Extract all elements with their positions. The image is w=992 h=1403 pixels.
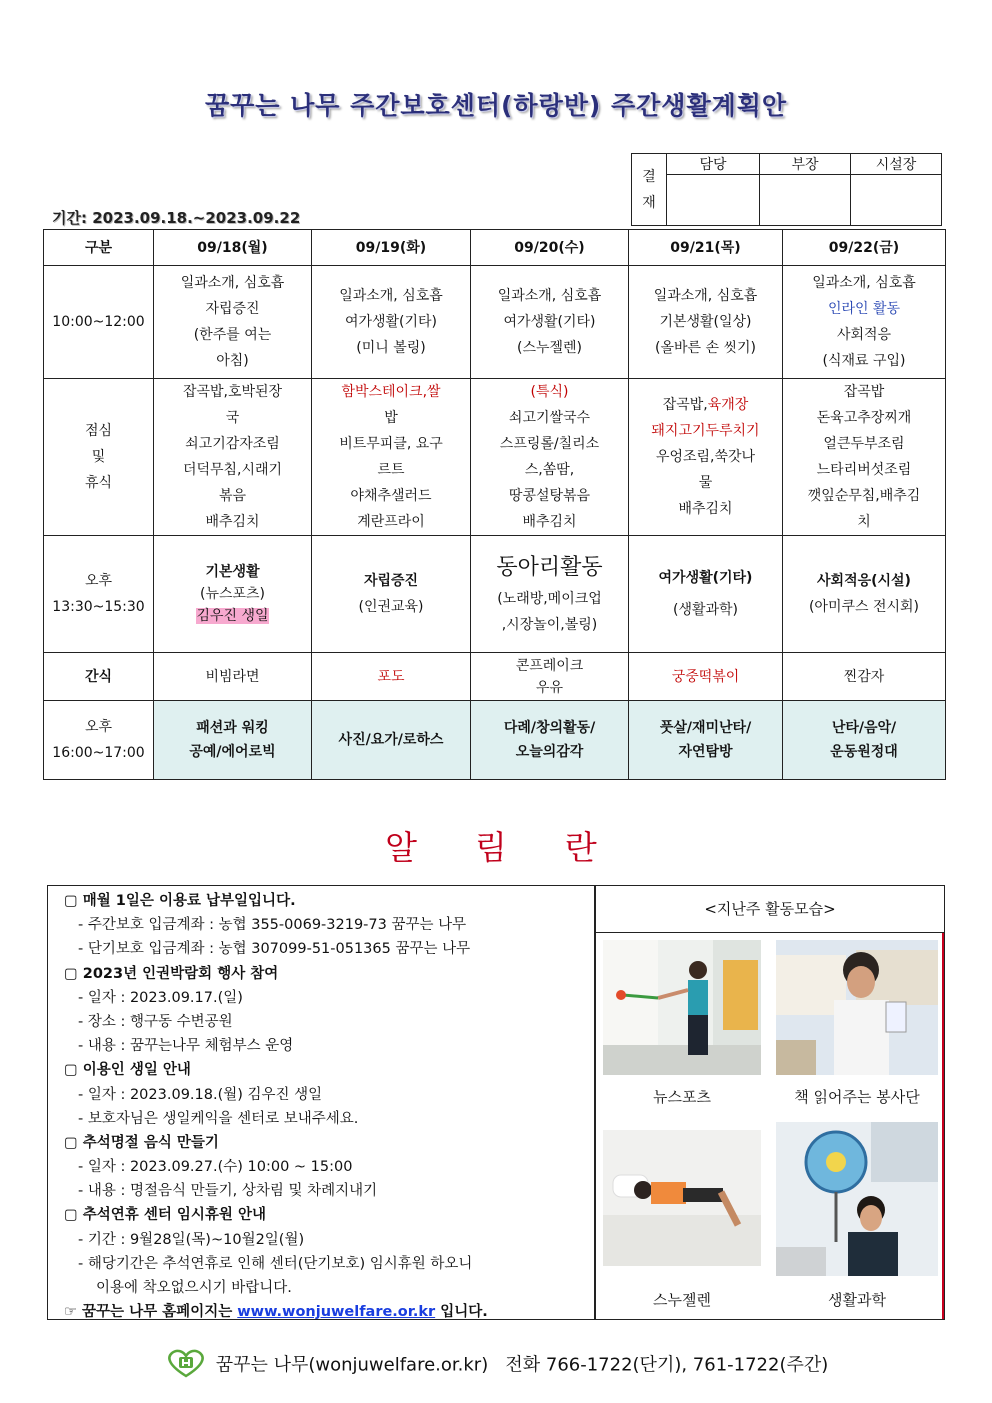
menu-item: 스프링롤/칠리소 xyxy=(499,436,600,452)
program-line: 공예/에어로빅 xyxy=(189,744,276,760)
birthday-highlight: 김우진 생일 xyxy=(196,608,269,624)
header-wed: 09/20(수) xyxy=(471,230,629,266)
program-line: 난타/음악/ xyxy=(831,720,897,736)
menu-item: 배추김치 xyxy=(678,501,733,517)
heart-logo-icon xyxy=(164,1348,208,1383)
photo-reading-volunteer-image xyxy=(776,940,938,1075)
cell-line: 일과소개, 심호흡 xyxy=(497,288,602,304)
cell-mon-afternoon xyxy=(154,536,312,653)
menu-item: 배추김치 xyxy=(522,514,577,530)
cell-line: 여가생활(기타) xyxy=(503,314,596,330)
caption-snoezelen: 스누젤렌 xyxy=(653,1291,711,1309)
cell-wed-morning xyxy=(471,266,629,379)
cell-wed-snack xyxy=(471,653,629,701)
notice-section-title: ▢ 매월 1일은 이용료 납부일입니다. xyxy=(64,893,296,909)
menu-item: 돈육고추장찌개 xyxy=(816,410,912,426)
menu-item: 물 xyxy=(698,475,713,491)
notice-detail: - 일자 : 2023.09.18.(월) 김우진 생일 xyxy=(78,1086,323,1103)
notice-detail: - 해당기간은 추석연휴로 인해 센터(단기보호) 임시휴원 하오니 xyxy=(78,1255,473,1272)
program-line: 다례/창의활동/ xyxy=(503,720,596,736)
approval-label xyxy=(632,154,667,226)
period: 기간: 2023.09.18.~2023.09.22 xyxy=(52,209,301,227)
notice-detail: - 일자 : 2023.09.17.(일) xyxy=(78,989,243,1006)
menu-item: 치 xyxy=(857,514,871,530)
menu-item: 밥 xyxy=(384,410,398,426)
activity-detail: (아미쿠스 전시회) xyxy=(808,599,920,615)
notice-detail: - 단기보호 입금계좌 : 농협 307099-51-051365 꿈꾸는 나무 xyxy=(78,941,471,958)
menu-item-highlight: 육개장 xyxy=(707,397,749,413)
activity-title: 여가생활(기타) xyxy=(658,570,753,586)
header-category: 구분 xyxy=(44,230,154,266)
cell-line-highlight: 인라인 활동 xyxy=(827,301,901,317)
approval-sign-staff xyxy=(667,175,760,226)
snack-item: 우유 xyxy=(535,679,564,696)
cell-thu-late xyxy=(629,701,783,780)
cell-wed-afternoon xyxy=(471,536,629,653)
cell-fri-snack: 찐감자 xyxy=(783,653,946,701)
cell-tue-snack: 포도 xyxy=(312,653,471,701)
row-label-afternoon xyxy=(44,536,154,653)
homepage-link[interactable]: www.wonjuwelfare.or.kr xyxy=(237,1304,436,1321)
cell-line: 일과소개, 심호흡 xyxy=(339,288,443,304)
cell-line: (스누젤렌) xyxy=(516,340,583,356)
snack-row xyxy=(44,653,946,701)
photos-grid xyxy=(596,933,944,1319)
cell-mon-lunch xyxy=(154,379,312,536)
homepage-prefix: ☞ 꿈꾸는 나무 홈페이지는 xyxy=(64,1304,233,1321)
row-label-line: 오후 xyxy=(84,573,113,589)
notice-heading: 알림란 xyxy=(385,828,655,867)
cell-line: (올바른 손 씻기) xyxy=(655,340,756,356)
cell-line: 기본생활(일상) xyxy=(659,314,752,330)
snack-item: 콘프레이크 xyxy=(515,657,584,674)
row-label-morning: 10:00~12:00 xyxy=(44,266,154,379)
menu-item: 느타리버섯조림 xyxy=(816,462,912,478)
notice-box xyxy=(47,885,595,1320)
cell-thu-afternoon xyxy=(629,536,783,653)
row-label-line: 및 xyxy=(91,449,106,465)
cell-line: (미니 볼링) xyxy=(356,340,426,356)
caption-reading-volunteer: 책 읽어주는 봉사단 xyxy=(794,1088,920,1106)
menu-item-highlight: 함박스테이크,쌀 xyxy=(341,384,441,400)
activity-detail: ,시장놀이,볼링) xyxy=(501,617,598,633)
row-label-line: 오후 xyxy=(84,719,113,735)
approval-col-manager: 부장 xyxy=(760,154,851,175)
menu-item: 르트 xyxy=(377,462,405,478)
menu-item: 국 xyxy=(225,410,240,426)
cell-line: (식재료 구입) xyxy=(822,353,906,369)
row-label-line: 13:30~15:30 xyxy=(52,599,145,615)
cell-wed-late xyxy=(471,701,629,780)
activity-detail: (노래방,메이크업 xyxy=(497,591,602,607)
menu-item: 비트무피클, 요구 xyxy=(339,436,443,452)
menu-item: 잡곡밥,호박된장 xyxy=(182,384,283,400)
cell-mon-late xyxy=(154,701,312,780)
menu-item: 더덕무침,시래기 xyxy=(182,462,283,478)
page-title: 꿈꾸는 나무 주간보호센터(하랑반) 주간생활계획안 xyxy=(204,91,788,120)
menu-item: 땅콩설탕볶음 xyxy=(508,488,591,504)
row-label-lunch xyxy=(44,379,154,536)
approval-box xyxy=(631,153,942,226)
row-label-line: 점심 xyxy=(84,423,113,439)
lunch-row xyxy=(44,379,946,536)
footer-contact: 꿈꾸는 나무(wonjuwelfare.or.kr) 전화 766-1722(단기), 761-1722(주간) xyxy=(215,1354,829,1376)
approval-label-top: 결 xyxy=(642,168,656,185)
cell-line: 여가생활(기타) xyxy=(344,314,438,330)
approval-col-director: 시설장 xyxy=(851,154,942,175)
activity-detail: (생활과학) xyxy=(672,602,739,618)
notice-detail: 이용에 착오없으시기 바랍니다. xyxy=(96,1280,292,1296)
cell-mon-snack: 비빔라면 xyxy=(154,653,312,701)
homepage-line xyxy=(64,1300,594,1324)
cell-wed-lunch xyxy=(471,379,629,536)
menu-item-highlight: (특식) xyxy=(530,384,569,400)
photo-life-science-image xyxy=(776,1122,938,1276)
approval-label-bottom: 재 xyxy=(642,194,656,211)
cell-fri-afternoon xyxy=(783,536,946,653)
row-label-late xyxy=(44,701,154,780)
menu-item: 쇠고기감자조림 xyxy=(185,436,280,452)
activity-detail: (뉴스포츠) xyxy=(199,586,266,602)
notice-detail: - 장소 : 행구동 수변공원 xyxy=(78,1013,233,1030)
program-line: 오늘의감각 xyxy=(515,744,584,760)
notice-section-title: ▢ 이용인 생일 안내 xyxy=(64,1062,191,1079)
afternoon-row xyxy=(44,536,946,653)
row-label-line: 16:00~17:00 xyxy=(52,745,145,761)
photo-snoezelen xyxy=(603,1130,761,1266)
notice-detail: - 보호자님은 생일케익을 센터로 보내주세요. xyxy=(78,1110,359,1127)
menu-item: 얼큰두부조림 xyxy=(823,436,905,452)
menu-item: 잡곡밥, xyxy=(662,397,708,413)
menu-item: 우엉조림,쑥갓나 xyxy=(655,449,756,465)
program-line: 풋살/재미난타/ xyxy=(659,720,752,736)
cell-line: 자립증진 xyxy=(205,301,260,317)
cell-line: 아침) xyxy=(216,353,249,369)
notice-detail: - 내용 : 꿈꾸는나무 체험부스 운영 xyxy=(78,1038,294,1055)
menu-item: 계란프라이 xyxy=(357,514,425,530)
cell-line: 일과소개, 심호흡 xyxy=(653,288,758,304)
notice-detail: - 내용 : 명절음식 만들기, 상차림 및 차례지내기 xyxy=(78,1183,378,1200)
row-label-line: 휴식 xyxy=(84,475,113,491)
approval-sign-manager xyxy=(760,175,851,226)
menu-item: 배추김치 xyxy=(205,514,260,530)
late-afternoon-row xyxy=(44,701,946,780)
header-fri: 09/22(금) xyxy=(783,230,946,266)
notice-section-title: ▢ 2023년 인권박람회 행사 참여 xyxy=(64,965,279,982)
schedule-table xyxy=(43,229,946,780)
photo-life-science xyxy=(776,1122,938,1276)
header-mon: 09/18(월) xyxy=(154,230,312,266)
cell-thu-snack: 궁중떡볶이 xyxy=(629,653,783,701)
cell-line: 일과소개, 심호흡 xyxy=(812,275,916,291)
menu-item: 볶음 xyxy=(218,488,247,504)
program-line: 운동원정대 xyxy=(830,744,898,760)
notice-detail: - 기간 : 9월28일(목)~10월2일(월) xyxy=(78,1231,305,1248)
homepage-suffix: 입니다. xyxy=(440,1304,488,1321)
header-thu: 09/21(목) xyxy=(629,230,783,266)
notice-section-title: ▢ 추석명절 음식 만들기 xyxy=(64,1134,219,1151)
activity-detail: (인권교육) xyxy=(358,599,424,615)
approval-col-staff: 담당 xyxy=(667,154,760,175)
activity-title: 기본생활 xyxy=(205,564,260,580)
footer xyxy=(0,1348,992,1383)
approval-sign-director xyxy=(851,175,942,226)
program-line: 사진/요가/로하스 xyxy=(338,732,444,748)
menu-item-highlight: 돼지고기두루치기 xyxy=(651,423,760,439)
photos-title: <지난주 활동모습> xyxy=(596,886,944,933)
activity-title: 자립증진 xyxy=(363,573,419,589)
cell-thu-morning xyxy=(629,266,783,379)
photo-reading-volunteer xyxy=(776,940,938,1075)
cell-thu-lunch xyxy=(629,379,783,536)
cell-fri-morning xyxy=(783,266,946,379)
photo-newsports-image xyxy=(603,940,761,1075)
notice-detail: - 일자 : 2023.09.27.(수) 10:00 ~ 15:00 xyxy=(78,1159,353,1176)
cell-line: 사회적응 xyxy=(836,327,892,343)
menu-item: 야채추샐러드 xyxy=(350,488,432,504)
cell-tue-lunch xyxy=(312,379,471,536)
notice-lines xyxy=(64,889,594,1300)
menu-item: 스,쏨땀, xyxy=(524,462,575,478)
notice-detail: - 주간보호 입금계좌 : 농협 355-0069-3219-73 꿈꾸는 나무 xyxy=(78,917,467,934)
cell-tue-late xyxy=(312,701,471,780)
cell-tue-afternoon xyxy=(312,536,471,653)
program-line: 자연탐방 xyxy=(678,744,733,760)
photo-snoezelen-image xyxy=(603,1130,761,1266)
cell-fri-late xyxy=(783,701,946,780)
menu-item: 깻잎순무침,배추김 xyxy=(807,488,921,504)
morning-row xyxy=(44,266,946,379)
cell-line: (한주를 여는 xyxy=(193,327,272,343)
activity-photos-panel xyxy=(595,885,945,1320)
cell-mon-morning xyxy=(154,266,312,379)
header-tue: 09/19(화) xyxy=(312,230,471,266)
schedule-header-row xyxy=(44,230,946,266)
row-label-snack: 간식 xyxy=(44,653,154,701)
caption-life-science: 생활과학 xyxy=(828,1291,886,1309)
menu-item: 쇠고기쌀국수 xyxy=(508,410,591,426)
program-line: 패션과 워킹 xyxy=(196,720,269,736)
activity-title: 동아리활동 xyxy=(496,555,603,580)
notice-section-title: ▢ 추석연휴 센터 임시휴원 안내 xyxy=(64,1207,266,1224)
caption-newsports: 뉴스포츠 xyxy=(653,1088,711,1106)
cell-tue-morning xyxy=(312,266,471,379)
cell-line: 일과소개, 심호흡 xyxy=(180,275,285,291)
activity-title: 사회적응(시설) xyxy=(817,573,911,589)
cell-fri-lunch xyxy=(783,379,946,536)
photo-newsports xyxy=(603,940,761,1075)
menu-item: 잡곡밥 xyxy=(843,384,885,400)
